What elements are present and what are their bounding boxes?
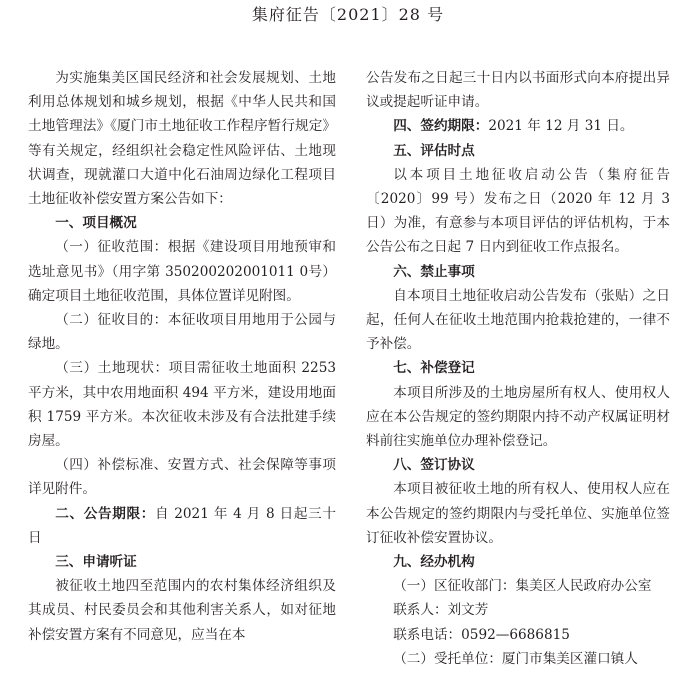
section-7-text: 本项目所涉及的土地房屋所有权人、使用权人应在本公告规定的签约期限内持不动产权属证明材料前往实施单位办理补偿登记。: [366, 384, 670, 450]
section-2-paragraph: [28, 502, 336, 550]
section-4-paragraph: [366, 114, 670, 138]
left-column: [28, 66, 336, 647]
section-8-text: 本项目被征收土地的所有权人、使用权人应在本公告规定的签约期限内与受托单位、实施单位签订征收补偿安置协议。: [366, 481, 670, 546]
section-5-text: 以本项目土地征收启动公告（集府征告〔2020〕99 号）发布之日（2020 年 12 月 3 日）为准，有意参与本项目评估的评估机构，于本公告公布之日起 7 日内到征收工作点报名。: [366, 166, 670, 256]
section-1-land-status: （三）土地现状：项目需征收土地面积 2253 平方米，其中农用地面积 494 平方米，建设用地面积 1759 平方米。本次征收未涉及有合法批建手续房屋。: [28, 360, 336, 450]
section-3-heading: 三、申请听证: [55, 554, 137, 571]
section-6-text: 自本项目土地征收启动公告发布（张贴）之日起，任何人在征收土地范围内抢栽抢建的，一律不予补偿。: [366, 287, 670, 353]
section-5-heading: 五、评估时点: [393, 142, 475, 159]
section-1-purpose: （二）征收目的：本征收项目用地用于公园与绿地。: [28, 312, 336, 353]
section-6-heading: 六、禁止事项: [393, 263, 475, 280]
section-2-heading: 二、公告期限：: [55, 505, 156, 522]
section-9-contact-phone: 联系电话：0592—6686815: [393, 626, 570, 643]
right-column: [366, 66, 670, 671]
section-9-heading: 九、经办机构: [393, 554, 475, 571]
section-1-scope: （一）征收范围：根据《建设项目用地预审和选址意见书》（用字第 350200202001011 0号）确定项目土地征收范围，具体位置详见附图。: [28, 239, 336, 304]
section-3-text: 被征收土地四至范围内的农村集体经济组织及其成员、村民委员会和其他利害关系人，如对征地补偿安置方案有不同意见，应当在本: [28, 578, 336, 643]
section-8-heading: 八、签订协议: [393, 457, 475, 474]
document-title: 集府征告〔2021〕28 号: [251, 5, 445, 24]
section-9-contact-person: 联系人：刘文芳: [393, 602, 489, 619]
section-2-text: 自 2021 年 4 月 8 日起三十日: [28, 505, 336, 546]
section-9-entrusted-unit: （二）受托单位：厦门市集美区灌口镇人: [393, 650, 638, 667]
section-4-text: 2021 年 12 月 31 日。: [488, 118, 634, 135]
intro-paragraph: 为实施集美区国民经济和社会发展规划、土地利用总体规划和城乡规划，根据《中华人民共和国土地管理法》《厦门市土地征收工作程序暂行规定》等有关规定，经组织社会稳定性风险评估、土地现状调查，现就灌口大道中化石油周边绿化工程项目土地征收补偿安置方案公告如下：: [28, 70, 336, 208]
section-9-district-office: （一）区征收部门：集美区人民政府办公室: [393, 578, 652, 595]
section-7-heading: 七、补偿登记: [393, 360, 475, 377]
section-1-compensation: （四）补偿标准、安置方式、社会保障等事项详见附件。: [28, 457, 336, 498]
section-3-continued: 公告发布之日起三十日内以书面形式向本府提出异议或提起听证申请。: [366, 70, 670, 111]
section-4-heading: 四、签约期限：: [393, 118, 489, 135]
section-1-heading: 一、项目概况: [55, 215, 137, 232]
